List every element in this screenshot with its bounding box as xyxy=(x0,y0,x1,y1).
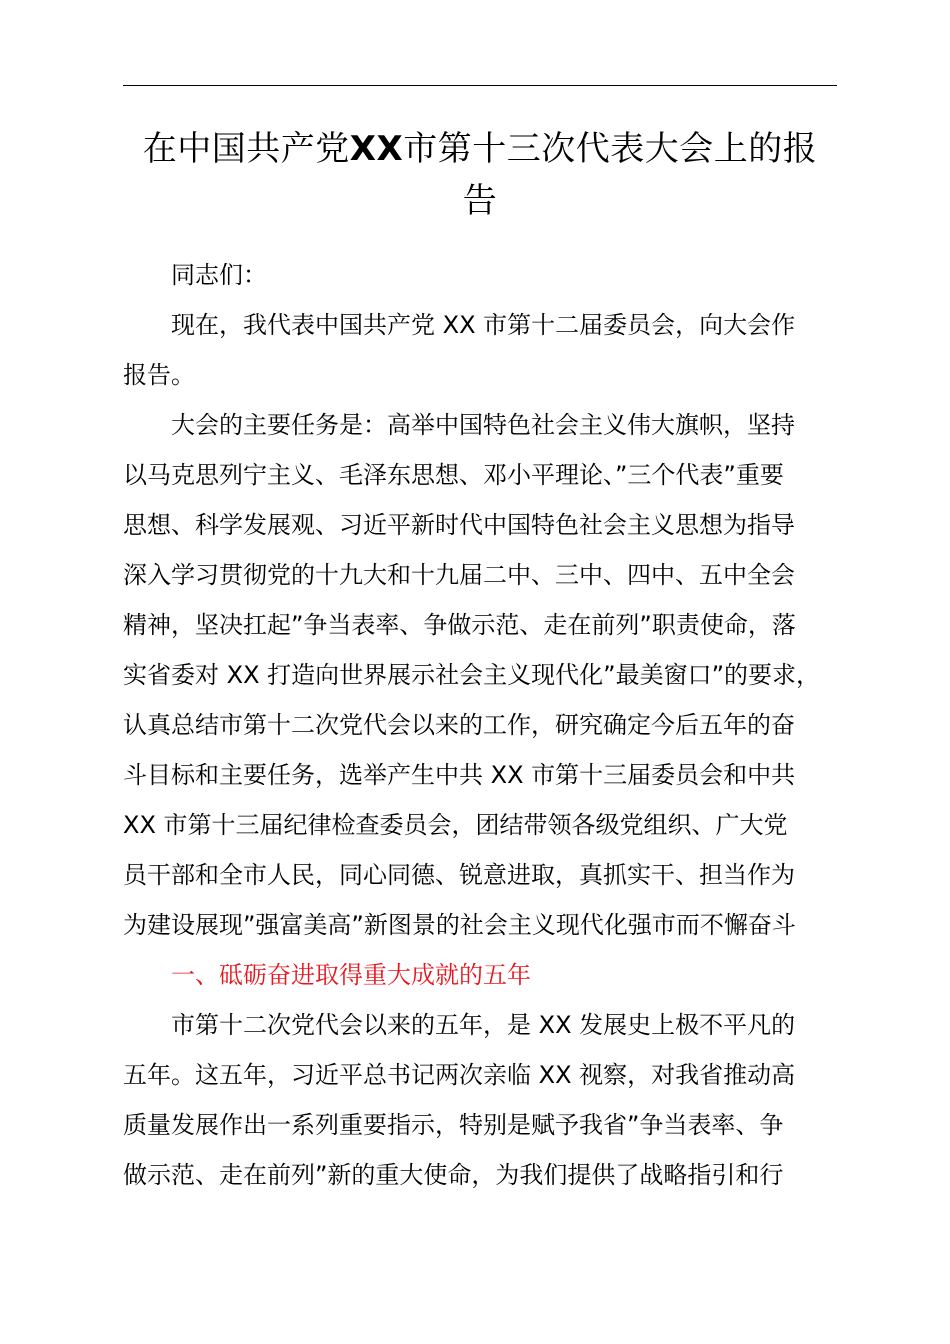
paragraph-line: 大会的主要任务是：高举中国特色社会主义伟大旗帜，坚持 xyxy=(171,411,795,439)
header-rule xyxy=(123,85,837,86)
document-title xyxy=(100,123,860,227)
paragraph-line: 认真总结市第十二次党代会以来的工作，研究确定今后五年的奋 xyxy=(123,711,795,739)
paragraph-line: 深入学习贯彻党的十九大和十九届二中、三中、四中、五中全会 xyxy=(123,561,795,589)
paragraph-line: 报告。 xyxy=(123,361,195,389)
title-line2: 告 xyxy=(462,181,498,221)
paragraph-line: 五年。这五年，习近平总书记两次亲临 XX 视察，对我省推动高 xyxy=(123,1061,796,1089)
section-heading: 一、砥砺奋进取得重大成就的五年 xyxy=(171,961,531,989)
paragraph-line: 实省委对 XX 打造向世界展示社会主义现代化”最美窗口”的要求， xyxy=(123,661,821,689)
paragraph-2 xyxy=(123,400,837,950)
title-part2: 市第十三次代表大会上的报 xyxy=(403,129,818,169)
paragraph-line: 质量发展作出一系列重要指示，特别是赋予我省”争当表率、争 xyxy=(123,1111,784,1139)
document-body xyxy=(123,250,837,1200)
paragraph-line: 精神，坚决扛起”争当表率、争做示范、走在前列”职责使命，落 xyxy=(123,611,796,639)
paragraph-line: 员干部和全市人民，同心同德、锐意进取，真抓实干、担当作为 xyxy=(123,861,795,889)
paragraph-line: 思想、科学发展观、习近平新时代中国特色社会主义思想为指导 xyxy=(123,511,795,539)
paragraph-1 xyxy=(123,300,837,400)
title-xx: XX xyxy=(349,129,404,169)
paragraph-line: 做示范、走在前列”新的重大使命，为我们提供了战略指引和行 xyxy=(123,1161,784,1189)
salutation-text: 同志们： xyxy=(171,261,267,289)
paragraph-line: 为建设展现”强富美高”新图景的社会主义现代化强市而不懈奋斗 xyxy=(123,911,796,939)
paragraph-line: 现在，我代表中国共产党 XX 市第十二届委员会，向大会作 xyxy=(171,311,796,339)
paragraph-line: XX 市第十三届纪律检查委员会，团结带领各级党组织、广大党 xyxy=(123,811,788,839)
paragraph-line: 市第十二次党代会以来的五年，是 XX 发展史上极不平凡的 xyxy=(171,1011,796,1039)
salutation xyxy=(123,250,837,300)
paragraph-line: 斗目标和主要任务，选举产生中共 XX 市第十三届委员会和中共 xyxy=(123,761,796,789)
paragraph-3 xyxy=(123,1000,837,1200)
paragraph-line: 以马克思列宁主义、毛泽东思想、邓小平理论、”三个代表”重要 xyxy=(123,461,784,489)
title-part1: 在中国共产党 xyxy=(142,129,350,169)
